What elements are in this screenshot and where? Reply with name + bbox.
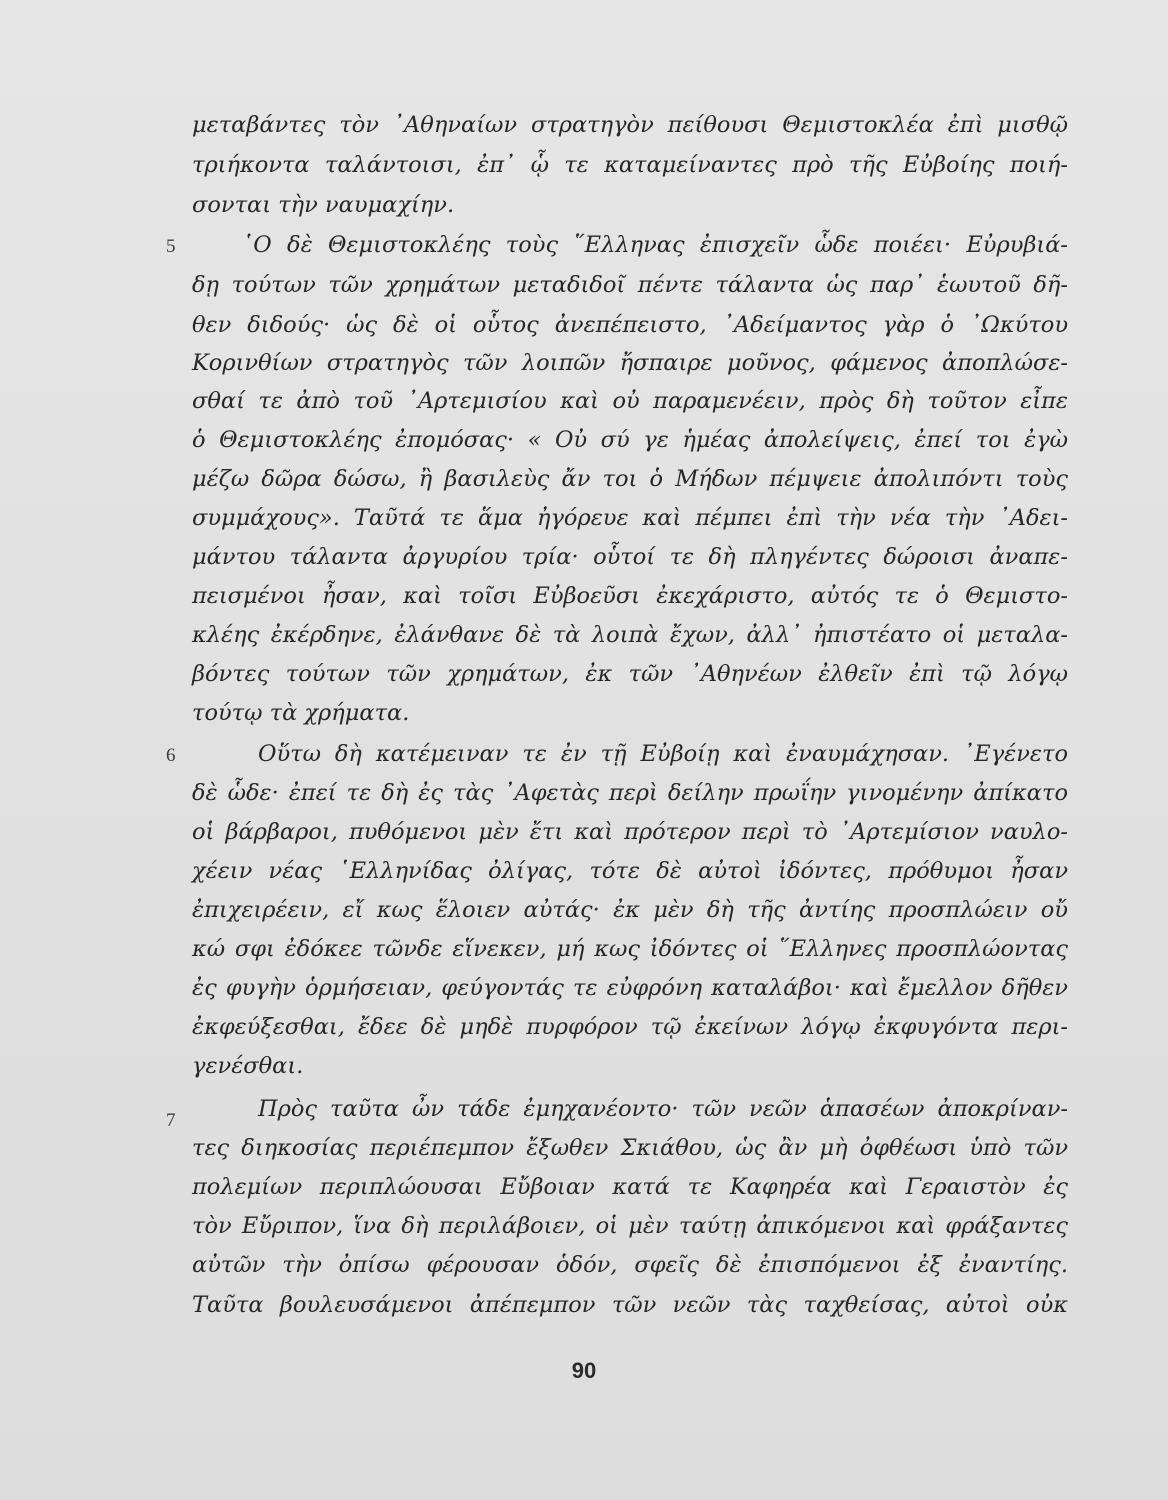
text-line: τριήκοντα ταλάντοισι, ἐπ᾿ ᾧ τε καταμείναντες πρὸ τῆς Εὐβοίης ποιή- <box>192 152 1068 178</box>
text-line: ἐκφεύξεσθαι, ἔδεε δὲ μηδὲ πυρφόρον τῷ ἐκείνων λόγῳ ἐκφυγόντα περι- <box>192 1014 1068 1040</box>
text-line: ῾Ο δὲ Θεμιστοκλέης τοὺς ῞Ελληνας ἐπισχεῖν ὧδε ποιέει· Εὐρυβιά- <box>242 232 1068 258</box>
text-line: σθαί τε ἀπὸ τοῦ ᾿Αρτεμισίου καὶ οὐ παραμενέειν, πρὸς δὴ τοῦτον εἶπε <box>192 388 1068 414</box>
text-line: μέζω δῶρα δώσω, ἢ βασιλεὺς ἄν τοι ὁ Μήδων πέμψειε ἀπολιπόντι τοὺς <box>192 466 1068 492</box>
text-line: πεισμένοι ἦσαν, καὶ τοῖσι Εὐβοεῦσι ἐκεχάριστο, αὐτός τε ὁ Θεμιστο- <box>192 583 1068 609</box>
text-line: ὁ Θεμιστοκλέης ἐπομόσας· « Οὐ σύ γε ἡμέας ἀπολείψεις, ἐπεί τοι ἐγὼ <box>192 427 1068 453</box>
text-line: δὲ ὧδε· ἐπεί τε δὴ ἐς τὰς ᾿Αφετὰς περὶ δείλην πρωΐην γινομένην ἀπίκατο <box>192 780 1068 806</box>
text-line: οἱ βάρβαροι, πυθόμενοι μὲν ἔτι καὶ πρότερον περὶ τὸ ᾿Αρτεμίσιον ναυλο- <box>192 819 1068 845</box>
text-line: τὸν Εὔριπον, ἵνα δὴ περιλάβοιεν, οἱ μὲν ταύτῃ ἀπικόμενοι καὶ φράξαντες <box>192 1213 1068 1239</box>
text-line: μεταβάντες τὸν ᾿Αθηναίων στρατηγὸν πείθουσι Θεμιστοκλέα ἐπὶ μισθῷ <box>192 112 1068 138</box>
text-line: σονται τὴν ναυμαχίην. <box>192 192 455 218</box>
page-number: 90 <box>571 1358 597 1383</box>
text-line: αὐτῶν τὴν ὀπίσω φέρουσαν ὁδόν, σφεῖς δὲ ἐπισπόμενοι ἐξ ἐναντίης. <box>192 1252 1068 1278</box>
text-line: συμμάχους». Ταῦτά τε ἅμα ἠγόρευε καὶ πέμπει ἐπὶ τὴν νέα τὴν ᾿Αδει- <box>192 505 1068 531</box>
text-line: θεν διδούς· ὡς δὲ οἱ οὗτος ἀνεπέπειστο, ᾿Αδείμαντος γὰρ ὁ ᾿Ωκύτου <box>192 312 1068 338</box>
text-line: Ταῦτα βουλευσάμενοι ἀπέπεμπον τῶν νεῶν τὰς ταχθείσας, αὐτοὶ οὐκ <box>192 1292 1068 1318</box>
line-number: 6 <box>166 745 176 766</box>
text-line: ἐπιχειρέειν, εἴ κως ἕλοιεν αὐτάς· ἐκ μὲν δὴ τῆς ἀντίης προσπλώειν οὔ <box>192 897 1068 923</box>
text-line: κώ σφι ἐδόκεε τῶνδε εἵνεκεν, μή κως ἰδόντες οἱ ῞Ελληνες προσπλώοντας <box>192 936 1068 962</box>
text-line: δῃ τούτων τῶν χρημάτων μεταδιδοῖ πέντε τάλαντα ὡς παρ᾿ ἑωυτοῦ δῆ- <box>192 272 1068 298</box>
text-line: Πρὸς ταῦτα ὦν τάδε ἐμηχανέοντο· τῶν νεῶν ἁπασέων ἀποκρίναν- <box>258 1096 1068 1122</box>
line-number: 5 <box>166 236 176 257</box>
text-line: ἐς φυγὴν ὁρμήσειαν, φεύγοντάς τε εὐφρόνη καταλάβοι· καὶ ἔμελλον δῆθεν <box>192 975 1068 1001</box>
text-line: μάντου τάλαντα ἀργυρίου τρία· οὗτοί τε δὴ πληγέντες δώροισι ἀναπε- <box>192 544 1068 570</box>
text-line: πολεμίων περιπλώουσαι Εὔβοιαν κατά τε Καφηρέα καὶ Γεραιστὸν ἐς <box>192 1174 1068 1200</box>
line-number: 7 <box>166 1110 176 1131</box>
text-line: γενέσθαι. <box>192 1053 304 1079</box>
text-line: Κορινθίων στρατηγὸς τῶν λοιπῶν ἤσπαιρε μοῦνος, φάμενος ἀποπλώσε- <box>192 350 1068 376</box>
text-line: χέειν νέας ῾Ελληνίδας ὀλίγας, τότε δὲ αὐτοὶ ἰδόντες, πρόθυμοι ἦσαν <box>192 858 1068 884</box>
text-line: κλέης ἐκέρδηνε, ἐλάνθανε δὲ τὰ λοιπὰ ἔχων, ἀλλ᾿ ἠπιστέατο οἱ μεταλα- <box>192 622 1068 648</box>
text-line: βόντες τούτων τῶν χρημάτων, ἐκ τῶν ᾿Αθηνέων ἐλθεῖν ἐπὶ τῷ λόγῳ <box>192 661 1068 687</box>
text-line: τούτῳ τὰ χρήματα. <box>192 700 410 726</box>
text-line: τες διηκοσίας περιέπεμπον ἔξωθεν Σκιάθου, ὡς ἂν μὴ ὀφθέωσι ὑπὸ τῶν <box>192 1135 1068 1161</box>
text-line: Οὕτω δὴ κατέμειναν τε ἐν τῇ Εὐβοίῃ καὶ ἐναυμάχησαν. ᾿Εγένετο <box>258 741 1068 767</box>
